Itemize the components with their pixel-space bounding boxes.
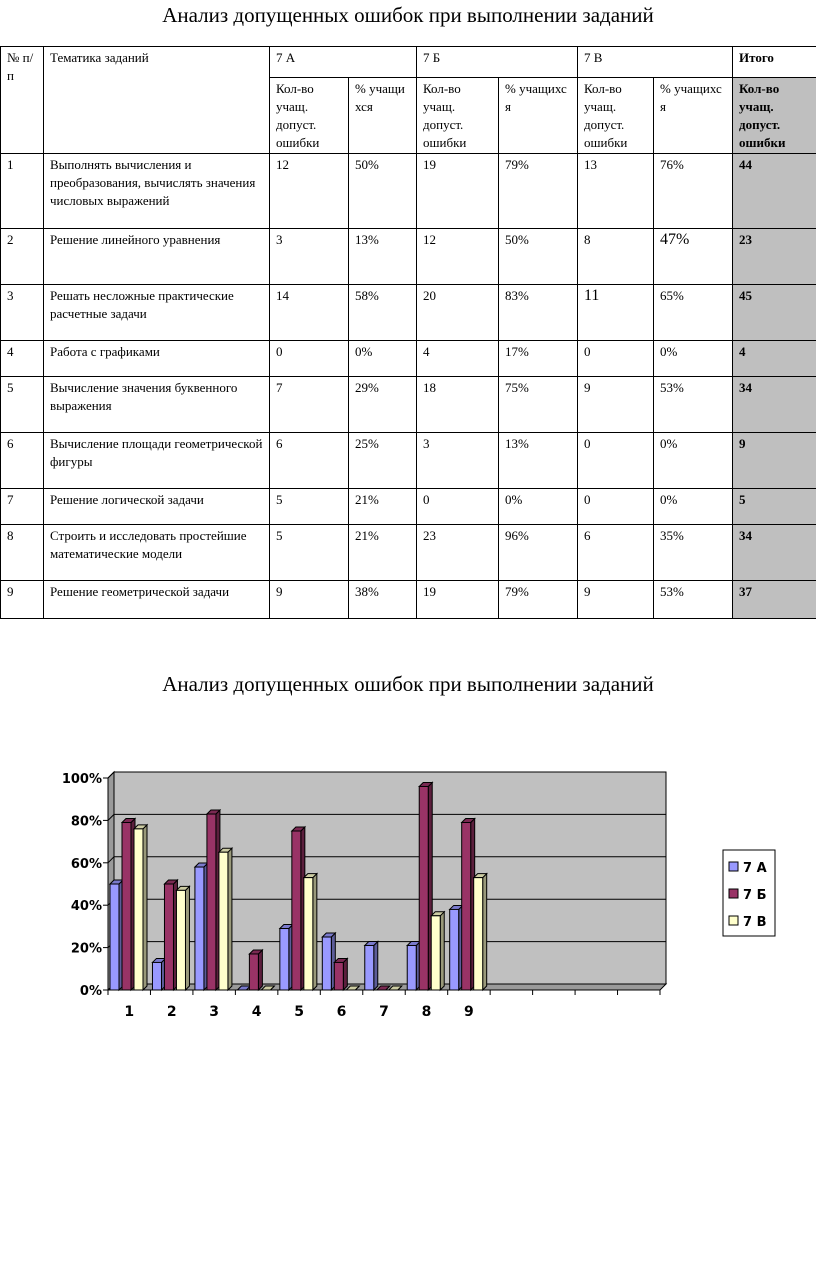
bar-front: [249, 954, 258, 990]
header-topic: Тематика заданий: [44, 47, 270, 154]
bar-side: [440, 912, 444, 990]
table-header-row: [1, 47, 816, 78]
x-tick-label: 3: [209, 1004, 220, 1020]
x-tick-label: 6: [336, 1004, 347, 1020]
bar: [334, 958, 347, 990]
table-row: [1, 377, 816, 433]
bar: [431, 912, 444, 990]
count-7a: 7: [270, 377, 349, 433]
bar-side: [185, 886, 189, 990]
count-7v: 9: [578, 377, 654, 433]
pct-7v: 0%: [654, 341, 733, 377]
y-tick-label: 0%: [79, 984, 102, 999]
pct-7b: 75%: [499, 377, 578, 433]
bar: [122, 819, 135, 990]
y-tick-label: 20%: [70, 941, 102, 957]
bar: [450, 905, 463, 990]
row-topic: Решение геометрической задачи: [44, 581, 270, 619]
page-title: Анализ допущенных ошибок при выполнении заданий: [162, 3, 654, 27]
row-num: 7: [1, 489, 44, 525]
bar: [249, 950, 262, 990]
legend-label: 7 Б: [743, 888, 767, 903]
x-tick-label: 1: [124, 1004, 135, 1020]
pct-7a: 13%: [349, 229, 417, 285]
errors-table: [0, 46, 816, 619]
legend-label: 7 В: [743, 915, 767, 930]
total: 34: [733, 525, 816, 581]
y-tick-label: 80%: [70, 814, 102, 830]
row-num: 1: [1, 154, 44, 229]
row-topic: Вычисление площади геометрической фигуры: [44, 433, 270, 489]
pct-7v: 35%: [654, 525, 733, 581]
bar: [280, 925, 293, 990]
count-7v: 9: [578, 581, 654, 619]
bar-side: [258, 950, 262, 990]
pct-7v: 76%: [654, 154, 733, 229]
subheader-count: Кол-во учащ. допуст. ошибки: [578, 78, 654, 154]
bar-front: [280, 929, 289, 990]
count-7v: 0: [578, 341, 654, 377]
count-7v: 8: [578, 229, 654, 285]
count-7b: 20: [417, 285, 499, 341]
count-7a: 14: [270, 285, 349, 341]
bar-front: [304, 878, 313, 990]
bar-side: [374, 941, 378, 990]
table-row: [1, 489, 816, 525]
row-topic: Работа с графиками: [44, 341, 270, 377]
pct-7v: 0%: [654, 489, 733, 525]
chart-title: Анализ допущенных ошибок при выполнении заданий: [162, 672, 654, 696]
count-7b: 0: [417, 489, 499, 525]
pct-7b: 0%: [499, 489, 578, 525]
bar: [207, 810, 220, 990]
pct-7b: 79%: [499, 154, 578, 229]
bar-front: [322, 937, 331, 990]
count-7a: 0: [270, 341, 349, 377]
bar-front: [474, 878, 483, 990]
bar-front: [334, 962, 343, 990]
table-row: [1, 229, 816, 285]
bar-front: [152, 962, 161, 990]
legend-label: 7 А: [743, 861, 767, 876]
bar-front: [219, 852, 228, 990]
bar: [462, 819, 475, 990]
row-num: 5: [1, 377, 44, 433]
row-topic: Строить и исследовать простейшие математические модели: [44, 525, 270, 581]
count-7b: 3: [417, 433, 499, 489]
y-tick-label: 100%: [61, 772, 102, 787]
bar: [322, 933, 335, 990]
bar-side: [313, 874, 317, 990]
count-7v: 11: [578, 285, 654, 341]
table-row: [1, 154, 816, 229]
header-total: Итого: [733, 47, 816, 78]
header-class-7v: 7 В: [578, 47, 733, 78]
y-tick-label: 60%: [70, 856, 102, 872]
subheader-pct: % учащихс я: [499, 78, 578, 154]
bar-side: [483, 874, 487, 990]
row-num: 8: [1, 525, 44, 581]
bar-front: [365, 945, 374, 990]
pct-7v: 53%: [654, 581, 733, 619]
count-7v: 0: [578, 433, 654, 489]
bar: [195, 863, 208, 990]
pct-7v: 47%: [654, 229, 733, 285]
pct-7b: 83%: [499, 285, 578, 341]
total: 5: [733, 489, 816, 525]
row-topic: Выполнять вычисления и преобразования, вычислять значения числовых выражений: [44, 154, 270, 229]
bar: [419, 782, 432, 990]
x-tick-label: 9: [464, 1004, 474, 1020]
subheader-count: Кол-во учащ. допуст. ошибки: [270, 78, 349, 154]
bar-front: [419, 786, 428, 990]
subheader-pct: % учащихс я: [654, 78, 733, 154]
row-num: 4: [1, 341, 44, 377]
pct-7v: 53%: [654, 377, 733, 433]
subheader-pct: % учащи хся: [349, 78, 417, 154]
bar-side: [143, 825, 147, 990]
pct-7b: 79%: [499, 581, 578, 619]
total: 4: [733, 341, 816, 377]
pct-7a: 25%: [349, 433, 417, 489]
legend-swatch: [729, 862, 738, 871]
count-7b: 4: [417, 341, 499, 377]
pct-7a: 0%: [349, 341, 417, 377]
table-row: [1, 341, 816, 377]
row-topic: Решение линейного уравнения: [44, 229, 270, 285]
count-7a: 12: [270, 154, 349, 229]
bar: [164, 880, 177, 990]
bar: [407, 941, 420, 990]
pct-7a: 50%: [349, 154, 417, 229]
count-7v: 13: [578, 154, 654, 229]
legend-swatch: [729, 889, 738, 898]
pct-7a: 21%: [349, 489, 417, 525]
y-tick-label: 40%: [70, 899, 102, 915]
bar-front: [407, 945, 416, 990]
pct-7v: 0%: [654, 433, 733, 489]
pct-7b: 96%: [499, 525, 578, 581]
count-7a: 6: [270, 433, 349, 489]
row-num: 6: [1, 433, 44, 489]
count-7a: 5: [270, 489, 349, 525]
bar-front: [122, 823, 131, 990]
table-row: [1, 525, 816, 581]
pct-7b: 50%: [499, 229, 578, 285]
x-tick-label: 2: [166, 1004, 177, 1020]
header-class-7a: 7 А: [270, 47, 417, 78]
x-tick-label: 5: [294, 1004, 304, 1020]
total: 34: [733, 377, 816, 433]
bar: [219, 848, 232, 990]
pct-7a: 21%: [349, 525, 417, 581]
x-tick-label: 8: [421, 1004, 432, 1020]
row-num: 9: [1, 581, 44, 619]
total: 44: [733, 154, 816, 229]
total: 9: [733, 433, 816, 489]
bar-front: [110, 884, 119, 990]
pct-7a: 38%: [349, 581, 417, 619]
bar-side: [343, 958, 347, 990]
bar: [474, 874, 487, 990]
subheader-count: Кол-во учащ. допуст. ошибки: [417, 78, 499, 154]
count-7b: 19: [417, 154, 499, 229]
header-num: № п/п: [1, 47, 44, 154]
pct-7a: 58%: [349, 285, 417, 341]
row-topic: Вычисление значения буквенного выражения: [44, 377, 270, 433]
count-7v: 0: [578, 489, 654, 525]
count-7a: 3: [270, 229, 349, 285]
bar: [176, 886, 189, 990]
count-7b: 19: [417, 581, 499, 619]
total: 45: [733, 285, 816, 341]
x-tick-label: 4: [251, 1004, 262, 1020]
bar: [365, 941, 378, 990]
bar-front: [292, 831, 301, 990]
header-class-7b: 7 Б: [417, 47, 578, 78]
row-num: 2: [1, 229, 44, 285]
bar-chart: [0, 760, 816, 1100]
legend-swatch: [729, 916, 738, 925]
bar: [304, 874, 317, 990]
table-row: [1, 285, 816, 341]
table-row: [1, 581, 816, 619]
x-tick-label: 7: [379, 1004, 389, 1020]
pct-7v: 65%: [654, 285, 733, 341]
pct-7b: 17%: [499, 341, 578, 377]
subheader-total: Кол-во учащ. допуст. ошибки: [733, 78, 816, 154]
bar: [292, 827, 305, 990]
bar-front: [207, 814, 216, 990]
row-topic: Решать несложные практические расчетные задачи: [44, 285, 270, 341]
bar: [110, 880, 123, 990]
bar-front: [431, 916, 440, 990]
count-7b: 12: [417, 229, 499, 285]
count-7a: 5: [270, 525, 349, 581]
bar-front: [462, 823, 471, 990]
bar: [152, 958, 165, 990]
pct-7a: 29%: [349, 377, 417, 433]
table-row: [1, 433, 816, 489]
bar-front: [164, 884, 173, 990]
row-topic: Решение логической задачи: [44, 489, 270, 525]
count-7v: 6: [578, 525, 654, 581]
total: 23: [733, 229, 816, 285]
bar-front: [450, 909, 459, 990]
bar-front: [134, 829, 143, 990]
row-num: 3: [1, 285, 44, 341]
bar-front: [176, 890, 185, 990]
count-7b: 18: [417, 377, 499, 433]
total: 37: [733, 581, 816, 619]
bar: [134, 825, 147, 990]
pct-7b: 13%: [499, 433, 578, 489]
bar-side: [228, 848, 232, 990]
count-7a: 9: [270, 581, 349, 619]
bar-front: [195, 867, 204, 990]
count-7b: 23: [417, 525, 499, 581]
